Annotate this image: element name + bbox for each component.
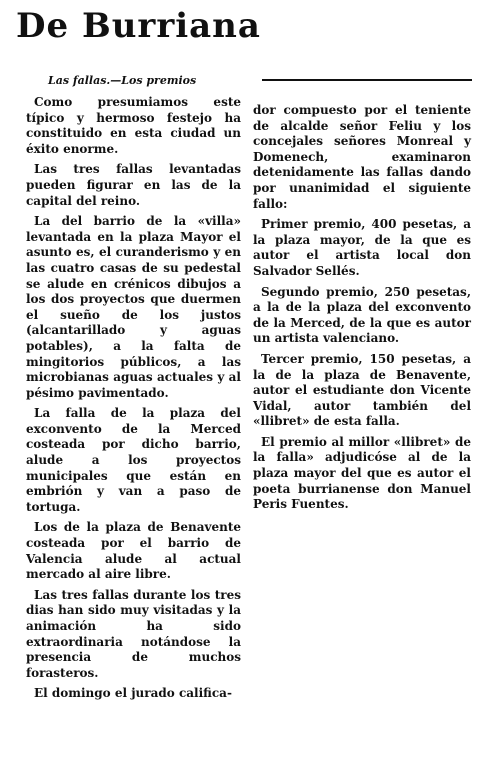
paragraph: Segundo premio, 250 pesetas, a la de la plaza del exconvento de la Merced, de la que es autor un artista valenciano. [253, 284, 471, 346]
paragraph: Tercer premio, 150 pesetas, a la de la plaza de Benavente, autor el estudiante don Vicente Vidal, autor también del «llibret» de esta falla. [253, 351, 471, 429]
paragraph: La falla de la plaza del exconvento de la Merced costeada por dicho barrio, alude a los proyectos municipales que están en embrión y van a paso de tortuga. [26, 406, 241, 514]
article-left-column [26, 95, 241, 707]
paragraph: Las tres fallas levantadas pueden figurar en las de la capital del reino. [26, 162, 241, 208]
article-subtitle: Las fallas.—Los premios [48, 74, 197, 87]
paragraph: Los de la plaza de Benavente costeada por el barrio de Valencia alude al actual mercado al aire libre. [26, 520, 241, 582]
paragraph: Como presumiamos este típico y hermoso festejo ha constituido en esta ciudad un éxito enorme. [26, 95, 241, 156]
paragraph: Primer premio, 400 pesetas, a la plaza mayor, de la que es autor el artista local don Salvador Sellés. [253, 217, 471, 278]
paragraph: dor compuesto por el teniente de alcalde señor Feliu y los concejales señores Monreal y Domenech, examinaron detenidamente las fallas dando por unanimidad el siguiente fallo: [253, 103, 471, 211]
article-title: De Burriana [16, 6, 261, 46]
article-right-column [253, 103, 471, 518]
paragraph: Las tres fallas durante los tres dias han sido muy visitadas y la animación ha sido extraordinaria notándose la presencia de muchos forasteros. [26, 587, 241, 680]
paragraph: La del barrio de la «villa» levantada en la plaza Mayor el asunto es, el curanderismo y en las cuatro casas de su pedestal se alude en crénicos dibujos a los dos proyectos que duermen el sueño de los justos (alcantarillado y aguas potables), a la falta de mingitorios públicos, a las microbianas aguas actuales y al pésimo pavimentado. [26, 214, 241, 400]
paragraph: El premio al millor «llibret» de la falla» adjudicóse al de la plaza mayor del que es autor el poeta burrianense don Manuel Peris Fuentes. [253, 434, 471, 512]
paragraph: El domingo el jurado califica- [34, 686, 232, 701]
column-divider-rule [262, 79, 472, 81]
